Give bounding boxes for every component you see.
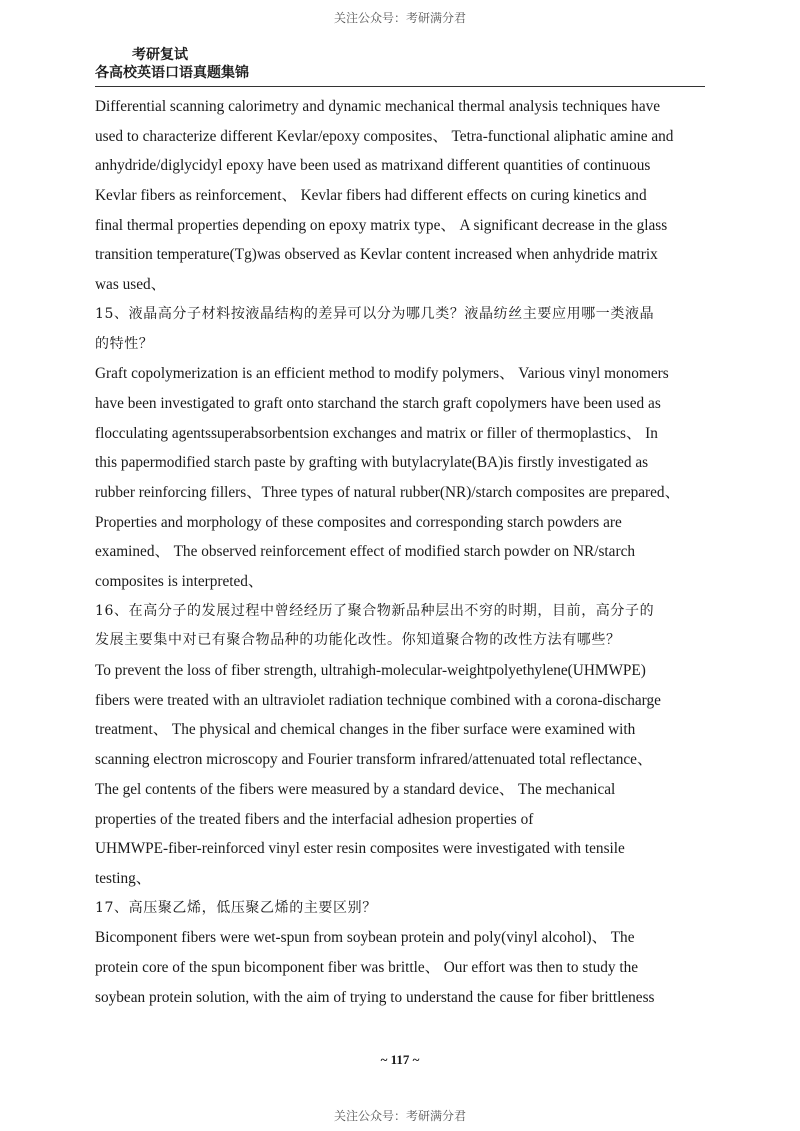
- bottom-watermark: 关注公众号：考研满分君: [333, 1109, 466, 1123]
- page-number: ~ 117 ~: [380, 1052, 420, 1067]
- text-line: Properties and morphology of these composites and corresponding starch powders are: [95, 513, 622, 531]
- text-line: Differential scanning calorimetry and dynamic mechanical thermal analysis techniques have: [95, 98, 661, 115]
- text-line: transition temperature(Tg)was observed as Kevlar content increased when anhydride matrix: [95, 246, 658, 264]
- header-title-line2: 各高校英语口语真题集锦: [95, 65, 249, 81]
- question-line: 发展主要集中对已有聚合物品种的功能化改性。你知道聚合物的改性方法有哪些？: [95, 632, 621, 649]
- text-line: anhydride/diglycidyl epoxy have been used as matrixand different quantities of continuous: [95, 157, 651, 175]
- question-line: 17、高压聚乙烯，低压聚乙烯的主要区别？: [95, 899, 377, 916]
- text-line: UHMWPE-fiber-reinforced vinyl ester resin composites were investigated with tensile: [95, 840, 625, 858]
- text-line: The gel contents of the fibers were measured by a standard device、 The mechanical: [95, 780, 616, 798]
- text-line: have been investigated to graft onto starchand the starch graft copolymers have been used as: [95, 394, 661, 412]
- text-line: examined、 The observed reinforcement effect of modified starch powder on NR/starch: [95, 543, 636, 561]
- document-body: [95, 92, 710, 1012]
- text-line: used to characterize different Kevlar/epoxy composites、 Tetra-functional aliphatic amine and: [95, 127, 674, 145]
- text-line: rubber reinforcing fillers、Three types of natural rubber(NR)/starch composites are prepared、: [95, 483, 680, 501]
- text-line: this papermodified starch paste by grafting with butylacrylate(BA)is firstly investigated as: [95, 454, 649, 472]
- question-line: 15、液晶高分子材料按液晶结构的差异可以分为哪几类？液晶纺丝主要应用哪一类液晶: [95, 305, 655, 322]
- text-line: fibers were treated with an ultraviolet radiation technique combined with a corona-discharge: [95, 691, 661, 709]
- text-line: Kevlar fibers as reinforcement、 Kevlar fibers had different effects on curing kinetics and: [95, 187, 647, 205]
- text-line: protein core of the spun bicomponent fiber was brittle、 Our effort was then to study the: [95, 958, 639, 976]
- text-line: treatment、 The physical and chemical changes in the fiber surface were examined with: [95, 721, 636, 739]
- question-line: 的特性？: [95, 335, 154, 352]
- text-line: flocculating agentssuperabsorbentsion exchanges and matrix or filler of thermoplastics、 In: [95, 424, 658, 442]
- text-line: soybean protein solution, with the aim of trying to understand the cause for fiber brittleness: [95, 988, 655, 1006]
- text-line: To prevent the loss of fiber strength, ultrahigh-molecular-weightpolyethylene(UHMWPE): [95, 662, 646, 680]
- text-line: was used、: [95, 276, 166, 294]
- text-line: Bicomponent fibers were wet-spun from soybean protein and poly(vinyl alcohol)、 The: [95, 929, 635, 947]
- header-rule: [95, 86, 705, 87]
- text-line: properties of the treated fibers and the interfacial adhesion properties of: [95, 810, 534, 828]
- text-line: scanning electron microscopy and Fourier transform infrared/attenuated total reflectance、: [95, 751, 653, 769]
- question-line: 16、在高分子的发展过程中曾经经历了聚合物新品种层出不穷的时期，目前，高分子的: [95, 602, 655, 619]
- text-line: Graft copolymerization is an efficient method to modify polymers、 Various vinyl monomers: [95, 365, 669, 383]
- top-watermark: 关注公众号：考研满分君: [333, 11, 466, 25]
- text-line: final thermal properties depending on epoxy matrix type、 A significant decrease in the glass: [95, 216, 668, 234]
- text-line: composites is interpreted、: [95, 573, 264, 590]
- page-header: [95, 46, 249, 82]
- header-title-line1: 考研复试: [132, 47, 188, 63]
- text-line: testing、: [95, 869, 152, 887]
